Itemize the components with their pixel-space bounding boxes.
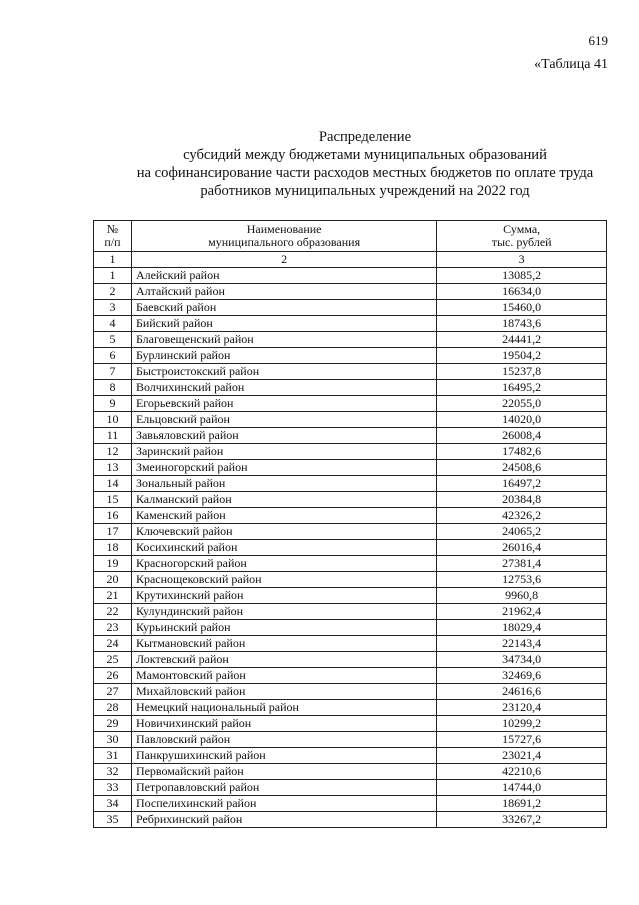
- row-number: 3: [94, 300, 132, 316]
- municipality-name: Быстроистокский район: [131, 364, 436, 380]
- subsidy-amount: 18743,6: [437, 316, 607, 332]
- municipality-name: Крутихинский район: [131, 588, 436, 604]
- municipality-name: Алейский район: [131, 268, 436, 284]
- document-title: [90, 128, 639, 200]
- table-row: [94, 476, 607, 492]
- municipality-name: Бийский район: [131, 316, 436, 332]
- row-number: 34: [94, 796, 132, 812]
- header-amount: Сумма, тыс. рублей: [437, 221, 607, 252]
- column-index: 1: [94, 252, 132, 268]
- subsidy-amount: 16495,2: [437, 380, 607, 396]
- subsidy-amount: 21962,4: [437, 604, 607, 620]
- row-number: 23: [94, 620, 132, 636]
- subsidy-amount: 24065,2: [437, 524, 607, 540]
- municipality-name: Новичихинский район: [131, 716, 436, 732]
- subsidy-amount: 24616,6: [437, 684, 607, 700]
- table-row: [94, 332, 607, 348]
- row-number: 32: [94, 764, 132, 780]
- table-row: [94, 652, 607, 668]
- row-number: 30: [94, 732, 132, 748]
- row-number: 14: [94, 476, 132, 492]
- row-number: 2: [94, 284, 132, 300]
- municipality-name: Краснощековский район: [131, 572, 436, 588]
- row-number: 1: [94, 268, 132, 284]
- table-row: [94, 268, 607, 284]
- subsidy-amount: 24441,2: [437, 332, 607, 348]
- row-number: 11: [94, 428, 132, 444]
- subsidy-amount: 14020,0: [437, 412, 607, 428]
- table-row: [94, 348, 607, 364]
- municipality-name: Калманский район: [131, 492, 436, 508]
- table-row: [94, 364, 607, 380]
- table-row: [94, 428, 607, 444]
- table-row: [94, 380, 607, 396]
- subsidy-amount: 16634,0: [437, 284, 607, 300]
- table-row: [94, 812, 607, 828]
- row-number: 12: [94, 444, 132, 460]
- subsidy-amount: 14744,0: [437, 780, 607, 796]
- municipality-name: Локтевский район: [131, 652, 436, 668]
- row-number: 27: [94, 684, 132, 700]
- table-row: [94, 508, 607, 524]
- subsidy-amount: 10299,2: [437, 716, 607, 732]
- row-number: 33: [94, 780, 132, 796]
- municipality-name: Ключевский район: [131, 524, 436, 540]
- row-number: 19: [94, 556, 132, 572]
- municipality-name: Павловский район: [131, 732, 436, 748]
- table-body: [94, 268, 607, 828]
- row-number: 13: [94, 460, 132, 476]
- row-number: 25: [94, 652, 132, 668]
- table-row: [94, 540, 607, 556]
- table-row: [94, 412, 607, 428]
- municipality-name: Волчихинский район: [131, 380, 436, 396]
- table-row: [94, 796, 607, 812]
- municipality-name: Завьяловский район: [131, 428, 436, 444]
- municipality-name: Мамонтовский район: [131, 668, 436, 684]
- title-line: Распределение: [318, 129, 412, 145]
- table-row: [94, 732, 607, 748]
- subsidy-amount: 22143,4: [437, 636, 607, 652]
- municipality-name: Первомайский район: [131, 764, 436, 780]
- row-number: 26: [94, 668, 132, 684]
- municipality-name: Бурлинский район: [131, 348, 436, 364]
- subsidy-amount: 15237,8: [437, 364, 607, 380]
- subsidy-amount: 18691,2: [437, 796, 607, 812]
- column-index: 3: [437, 252, 607, 268]
- municipality-name: Михайловский район: [131, 684, 436, 700]
- municipality-name: Поспелихинский район: [131, 796, 436, 812]
- row-number: 8: [94, 380, 132, 396]
- table-row: [94, 748, 607, 764]
- subsidy-amount: 9960,8: [437, 588, 607, 604]
- table-header-row: [94, 221, 607, 252]
- table-label: «Таблица 41: [534, 57, 608, 72]
- subsidy-amount: 17482,6: [437, 444, 607, 460]
- subsidy-amount: 26008,4: [437, 428, 607, 444]
- municipality-name: Алтайский район: [131, 284, 436, 300]
- municipality-name: Змеиногорский район: [131, 460, 436, 476]
- row-number: 35: [94, 812, 132, 828]
- table-row: [94, 284, 607, 300]
- table-row: [94, 604, 607, 620]
- municipality-name: Ельцовский район: [131, 412, 436, 428]
- subsidy-amount: 33267,2: [437, 812, 607, 828]
- subsidy-amount: 22055,0: [437, 396, 607, 412]
- subsidy-amount: 15460,0: [437, 300, 607, 316]
- header-number: № п/п: [94, 221, 132, 252]
- table-row: [94, 300, 607, 316]
- row-number: 9: [94, 396, 132, 412]
- page-number: 619: [588, 33, 608, 48]
- municipality-name: Баевский район: [131, 300, 436, 316]
- municipality-name: Зональный район: [131, 476, 436, 492]
- municipality-name: Каменский район: [131, 508, 436, 524]
- table-row: [94, 572, 607, 588]
- row-number: 24: [94, 636, 132, 652]
- column-index: 2: [131, 252, 436, 268]
- municipality-name: Красногорский район: [131, 556, 436, 572]
- subsidy-amount: 23120,4: [437, 700, 607, 716]
- row-number: 29: [94, 716, 132, 732]
- row-number: 15: [94, 492, 132, 508]
- table-row: [94, 460, 607, 476]
- municipality-name: Благовещенский район: [131, 332, 436, 348]
- row-number: 31: [94, 748, 132, 764]
- municipality-name: Заринский район: [131, 444, 436, 460]
- row-number: 17: [94, 524, 132, 540]
- subsidy-amount: 12753,6: [437, 572, 607, 588]
- municipality-name: Ребрихинский район: [131, 812, 436, 828]
- row-number: 16: [94, 508, 132, 524]
- subsidy-amount: 18029,4: [437, 620, 607, 636]
- table-row: [94, 700, 607, 716]
- row-number: 28: [94, 700, 132, 716]
- subsidy-amount: 19504,2: [437, 348, 607, 364]
- subsidy-amount: 32469,6: [437, 668, 607, 684]
- table-row: [94, 764, 607, 780]
- municipality-name: Кытмановский район: [131, 636, 436, 652]
- row-number: 21: [94, 588, 132, 604]
- row-number: 18: [94, 540, 132, 556]
- subsidy-amount: 34734,0: [437, 652, 607, 668]
- subsidy-amount: 42326,2: [437, 508, 607, 524]
- title-line: на софинансирование части расходов местных бюджетов по оплате труда: [136, 165, 594, 181]
- subsidy-amount: 42210,6: [437, 764, 607, 780]
- municipality-name: Петропавловский район: [131, 780, 436, 796]
- table-row: [94, 636, 607, 652]
- table-row: [94, 444, 607, 460]
- table-row: [94, 556, 607, 572]
- table-row: [94, 620, 607, 636]
- title-line: субсидий между бюджетами муниципальных образований: [183, 147, 547, 163]
- subsidy-amount: 26016,4: [437, 540, 607, 556]
- row-number: 7: [94, 364, 132, 380]
- row-number: 6: [94, 348, 132, 364]
- municipality-name: Немецкий национальный район: [131, 700, 436, 716]
- municipality-name: Курьинский район: [131, 620, 436, 636]
- subsidy-amount: 15727,6: [437, 732, 607, 748]
- row-number: 20: [94, 572, 132, 588]
- header-name: Наименование муниципального образования: [131, 221, 436, 252]
- row-number: 4: [94, 316, 132, 332]
- municipality-name: Панкрушихинский район: [131, 748, 436, 764]
- subsidy-table: [93, 220, 607, 828]
- table-row: [94, 780, 607, 796]
- row-number: 10: [94, 412, 132, 428]
- municipality-name: Кулундинский район: [131, 604, 436, 620]
- subsidy-amount: 24508,6: [437, 460, 607, 476]
- row-number: 22: [94, 604, 132, 620]
- table-row: [94, 684, 607, 700]
- subsidy-amount: 23021,4: [437, 748, 607, 764]
- subsidy-amount: 20384,8: [437, 492, 607, 508]
- subsidy-amount: 16497,2: [437, 476, 607, 492]
- table-row: [94, 492, 607, 508]
- table-row: [94, 316, 607, 332]
- table-row: [94, 668, 607, 684]
- municipality-name: Косихинский район: [131, 540, 436, 556]
- table-row: [94, 524, 607, 540]
- table-row: [94, 396, 607, 412]
- column-index-row: [94, 252, 607, 268]
- table-row: [94, 716, 607, 732]
- subsidy-amount: 27381,4: [437, 556, 607, 572]
- table-row: [94, 588, 607, 604]
- row-number: 5: [94, 332, 132, 348]
- municipality-name: Егорьевский район: [131, 396, 436, 412]
- title-line: работников муниципальных учреждений на 2022 год: [200, 183, 530, 199]
- subsidy-amount: 13085,2: [437, 268, 607, 284]
